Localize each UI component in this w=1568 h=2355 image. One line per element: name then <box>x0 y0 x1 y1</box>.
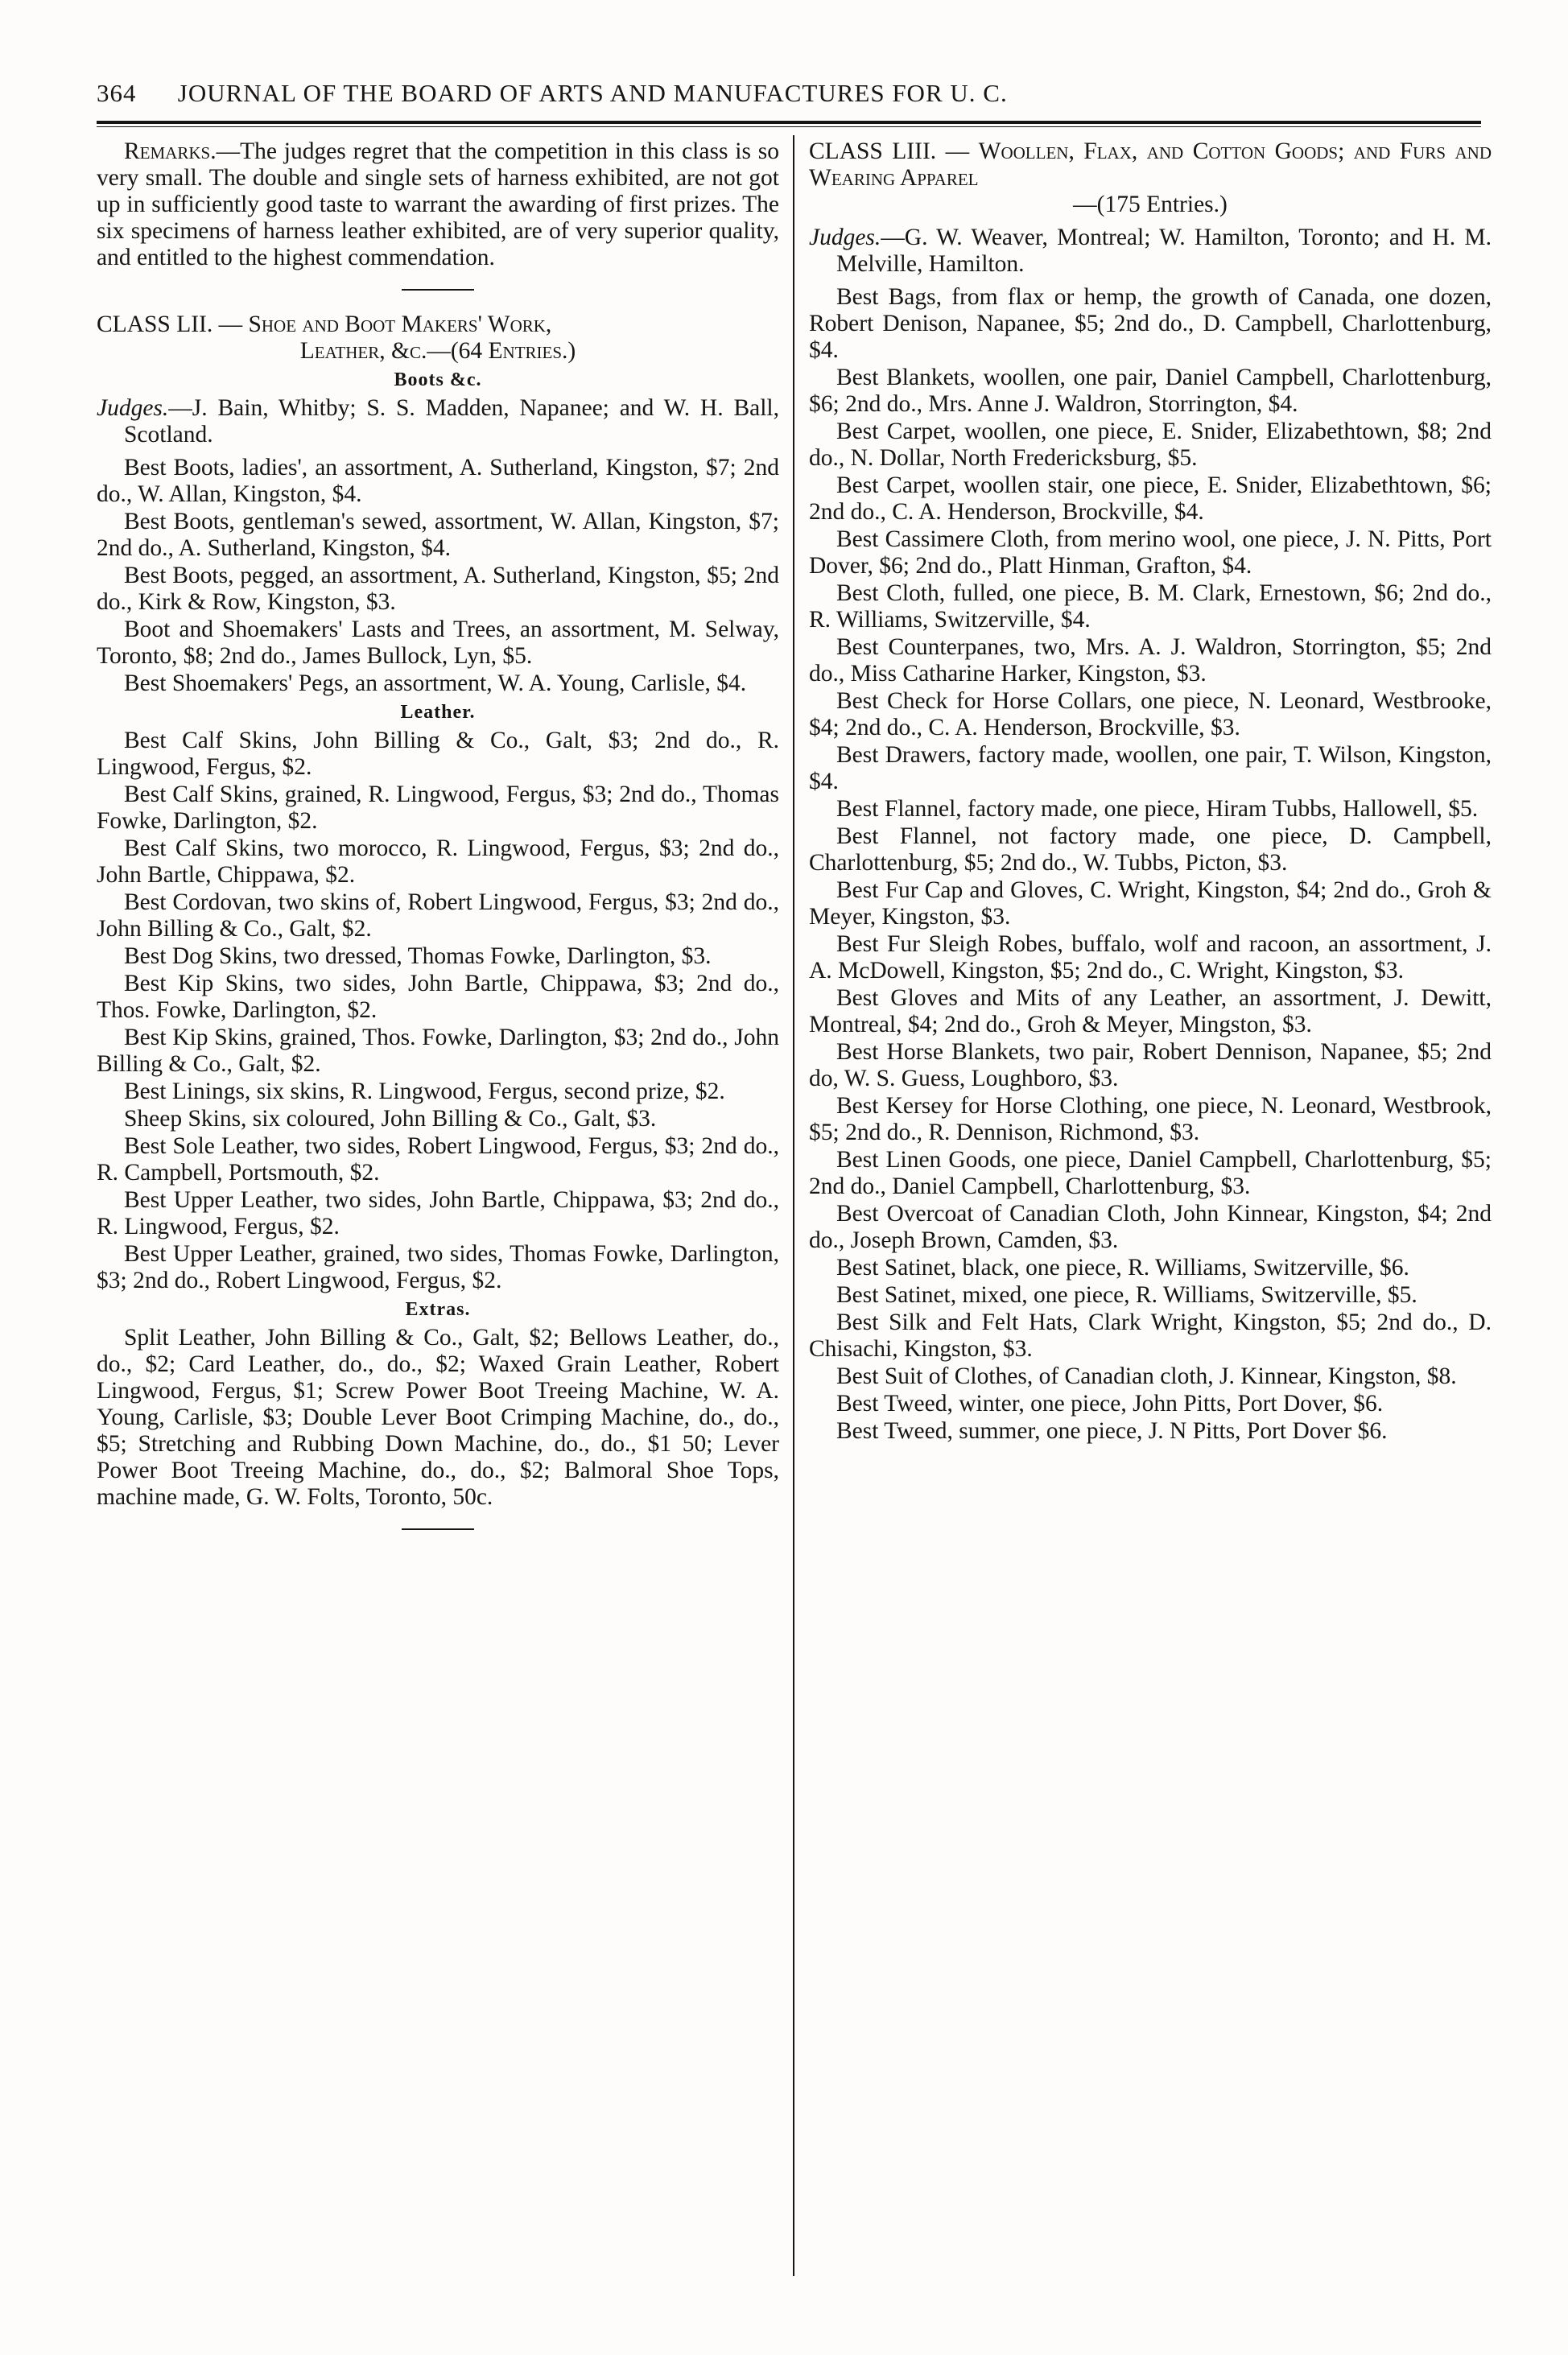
class-53-entry: Best Horse Blankets, two pair, Robert Dennison, Napanee, $5; 2nd do, W. S. Guess, Loughboro, $3. <box>809 1039 1492 1091</box>
section-divider <box>402 289 474 291</box>
class-53-entry: Best Carpet, woollen, one piece, E. Snider, Elizabethtown, $8; 2nd do., N. Dollar, North Fredericksburg, $5. <box>809 419 1492 471</box>
class-53-title-2: —(175 Entries.) <box>1073 192 1228 217</box>
judges-label: Judges. <box>97 395 169 421</box>
header-rule-thin <box>97 126 1481 127</box>
class-53-entry: Best Bags, from flax or hemp, the growth of Canada, one dozen, Robert Denison, Napanee, $5; 2nd do., D. Campbell, Charlottenburg, $4. <box>809 284 1492 363</box>
class-53-entry: Best Cassimere Cloth, from merino wool, one piece, J. N. Pitts, Port Dover, $6; 2nd do., Platt Hinman, Grafton, $4. <box>809 526 1492 579</box>
class-53-entry: Best Suit of Clothes, of Canadian cloth, J. Kinnear, Kingston, $8. <box>836 1363 1457 1389</box>
class-53-entry: Best Blankets, woollen, one pair, Daniel Campbell, Charlottenburg, $6; 2nd do., Mrs. Anne J. Waldron, Storrington, $4. <box>809 365 1492 417</box>
class-53-judges <box>809 225 1492 278</box>
boots-entry: Best Shoemakers' Pegs, an assortment, W. A. Young, Carlisle, $4. <box>124 670 747 696</box>
leather-entry: Best Upper Leather, two sides, John Bartle, Chippawa, $3; 2nd do., R. Lingwood, Fergus, $2. <box>97 1187 779 1239</box>
remarks-text: —The judges regret that the competition in this class is so very small. The double and single sets of harness exhibited, are not got up in sufficiently good taste to warrant the awarding of first prizes. The six specimens of harness leather exhibited, are of very superior quality, and entitled to the highest commendation. <box>97 138 779 270</box>
class-53-title: Woollen, Flax, and Cotton Goods; and Furs and Wearing Apparel <box>809 138 1492 191</box>
subheading-leather: Leather. <box>400 702 476 723</box>
subheading-boots: Boots &c. <box>394 369 482 390</box>
class-52-heading <box>97 311 779 365</box>
right-column <box>809 138 1492 1446</box>
leather-entry: Best Cordovan, two skins of, Robert Lingwood, Fergus, $3; 2nd do., John Billing & Co., Galt, $2. <box>97 889 779 942</box>
boots-entry: Best Boots, gentleman's sewed, assortment, W. Allan, Kingston, $7; 2nd do., A. Sutherland, Kingston, $4. <box>97 509 779 561</box>
class-53-entry: Best Flannel, not factory made, one piece, D. Campbell, Charlottenburg, $5; 2nd do., W. Tubbs, Picton, $3. <box>809 823 1492 876</box>
leather-entry: Sheep Skins, six coloured, John Billing & Co., Galt, $3. <box>124 1106 657 1132</box>
judges-text: —J. Bain, Whitby; S. S. Madden, Napanee; and W. H. Ball, Scotland. <box>124 395 779 447</box>
class-53-entry: Best Kersey for Horse Clothing, one piece, N. Leonard, Westbrook, $5; 2nd do., R. Dennison, Richmond, $3. <box>809 1093 1492 1145</box>
class-53-entry: Best Counterpanes, two, Mrs. A. J. Waldron, Storrington, $5; 2nd do., Miss Catharine Harker, Kingston, $3. <box>809 634 1492 687</box>
class-53-entry: Best Tweed, winter, one piece, John Pitts, Port Dover, $6. <box>836 1391 1384 1417</box>
boots-entry: Best Boots, ladies', an assortment, A. Sutherland, Kingston, $7; 2nd do., W. Allan, Kingston, $4. <box>97 455 779 507</box>
class-53-entry: Best Cloth, fulled, one piece, B. M. Clark, Ernestown, $6; 2nd do., R. Williams, Switzerville, $4. <box>809 580 1492 633</box>
class-53-label: CLASS LIII. — <box>809 138 970 164</box>
running-head <box>97 79 1481 108</box>
class-52-title: Shoe and Boot Makers' Work, <box>248 311 552 337</box>
remarks-paragraph <box>97 138 779 271</box>
class-53-entry: Best Overcoat of Canadian Cloth, John Kinnear, Kingston, $4; 2nd do., Joseph Brown, Camden, $3. <box>809 1201 1492 1253</box>
class-53-entry: Best Silk and Felt Hats, Clark Wright, Kingston, $5; 2nd do., D. Chisachi, Kingston, $3. <box>809 1309 1492 1362</box>
leather-entry: Best Calf Skins, two morocco, R. Lingwood, Fergus, $3; 2nd do., John Bartle, Chippawa, $2. <box>97 835 779 888</box>
leather-entry: Best Kip Skins, grained, Thos. Fowke, Darlington, $3; 2nd do., John Billing & Co., Galt, $2. <box>97 1025 779 1077</box>
page-number: 364 <box>97 79 137 107</box>
leather-entry: Best Upper Leather, grained, two sides, Thomas Fowke, Darlington, $3; 2nd do., Robert Lingwood, Fergus, $2. <box>97 1241 779 1293</box>
left-column <box>97 138 779 1551</box>
class-53-entry: Best Satinet, black, one piece, R. Williams, Switzerville, $6. <box>836 1255 1409 1281</box>
leather-entry: Best Calf Skins, John Billing & Co., Galt, $3; 2nd do., R. Lingwood, Fergus, $2. <box>97 728 779 780</box>
class-53-entry: Best Linen Goods, one piece, Daniel Campbell, Charlottenburg, $5; 2nd do., Daniel Campbell, Charlottenburg, $3. <box>809 1147 1492 1199</box>
class-53-entry: Best Fur Cap and Gloves, C. Wright, Kingston, $4; 2nd do., Groh & Meyer, Kingston, $3. <box>809 877 1492 930</box>
class-52-label: CLASS LII. — <box>97 311 243 337</box>
column-rule <box>793 135 794 2276</box>
boots-entry: Boot and Shoemakers' Lasts and Trees, an assortment, M. Selway, Toronto, $8; 2nd do., James Bullock, Lyn, $5. <box>97 617 779 669</box>
judges-label: Judges. <box>809 225 881 250</box>
journal-title: JOURNAL OF THE BOARD OF ARTS AND MANUFACTURES FOR U. C. <box>177 79 1008 107</box>
class-53-entry: Best Tweed, summer, one piece, J. N Pitts, Port Dover $6. <box>836 1418 1388 1444</box>
leather-entry: Best Linings, six skins, R. Lingwood, Fergus, second prize, $2. <box>124 1079 725 1104</box>
class-52-judges <box>97 395 779 448</box>
leather-entry: Best Kip Skins, two sides, John Bartle, Chippawa, $3; 2nd do., Thos. Fowke, Darlington, $2. <box>97 971 779 1023</box>
header-rule <box>97 121 1481 124</box>
boots-entry: Best Boots, pegged, an assortment, A. Sutherland, Kingston, $5; 2nd do., Kirk & Row, Kingston, $3. <box>97 563 779 615</box>
class-53-entry: Best Fur Sleigh Robes, buffalo, wolf and racoon, an assortment, J. A. McDowell, Kingston, $5; 2nd do., C. Wright, Kingston, $3. <box>809 931 1492 984</box>
judges-text: —G. W. Weaver, Montreal; W. Hamilton, Toronto; and H. M. Melville, Hamilton. <box>836 225 1492 277</box>
class-53-entry: Best Carpet, woollen stair, one piece, E. Snider, Elizabethtown, $6; 2nd do., C. A. Henderson, Brockville, $4. <box>809 472 1492 525</box>
subheading-extras: Extras. <box>405 1299 471 1320</box>
remarks-lead: Remarks. <box>124 138 217 164</box>
leather-entry: Best Dog Skins, two dressed, Thomas Fowke, Darlington, $3. <box>124 943 712 969</box>
leather-entry: Best Sole Leather, two sides, Robert Lingwood, Fergus, $3; 2nd do., R. Campbell, Portsmouth, $2. <box>97 1133 779 1186</box>
class-53-entry: Best Drawers, factory made, woollen, one pair, T. Wilson, Kingston, $4. <box>809 742 1492 794</box>
class-53-entry: Best Check for Horse Collars, one piece, N. Leonard, Westbrooke, $4; 2nd do., C. A. Henderson, Brockville, $3. <box>809 688 1492 740</box>
class-53-entry: Best Satinet, mixed, one piece, R. Williams, Switzerville, $5. <box>836 1282 1417 1308</box>
leather-entry: Best Calf Skins, grained, R. Lingwood, Fergus, $3; 2nd do., Thomas Fowke, Darlington, $2. <box>97 782 779 834</box>
extras-entry: Split Leather, John Billing & Co., Galt, $2; Bellows Leather, do., do., $2; Card Leather, do., do., $2; Waxed Grain Leather, Robert Lingwood, Fergus, $1; Screw Power Boot Treeing Machine, W. A. Young, Carlisle, $3; Double Lever Boot Crimping Machine, do., do., $5; Stretching and Rubbing Down Machine, do., do., $1 50; Lever Power Boot Treeing Machine, do., do., $2; Balmoral Shoe Tops, machine made, G. W. Folts, Toronto, 50c. <box>97 1325 779 1510</box>
class-53-heading <box>809 138 1492 218</box>
class-52-title-2: Leather, &c.—(64 Entries.) <box>299 338 576 364</box>
section-divider <box>402 1528 474 1530</box>
class-53-entry: Best Gloves and Mits of any Leather, an assortment, J. Dewitt, Montreal, $4; 2nd do., Groh & Meyer, Mingston, $3. <box>809 985 1492 1037</box>
class-53-entry: Best Flannel, factory made, one piece, Hiram Tubbs, Hallowell, $5. <box>836 796 1479 822</box>
